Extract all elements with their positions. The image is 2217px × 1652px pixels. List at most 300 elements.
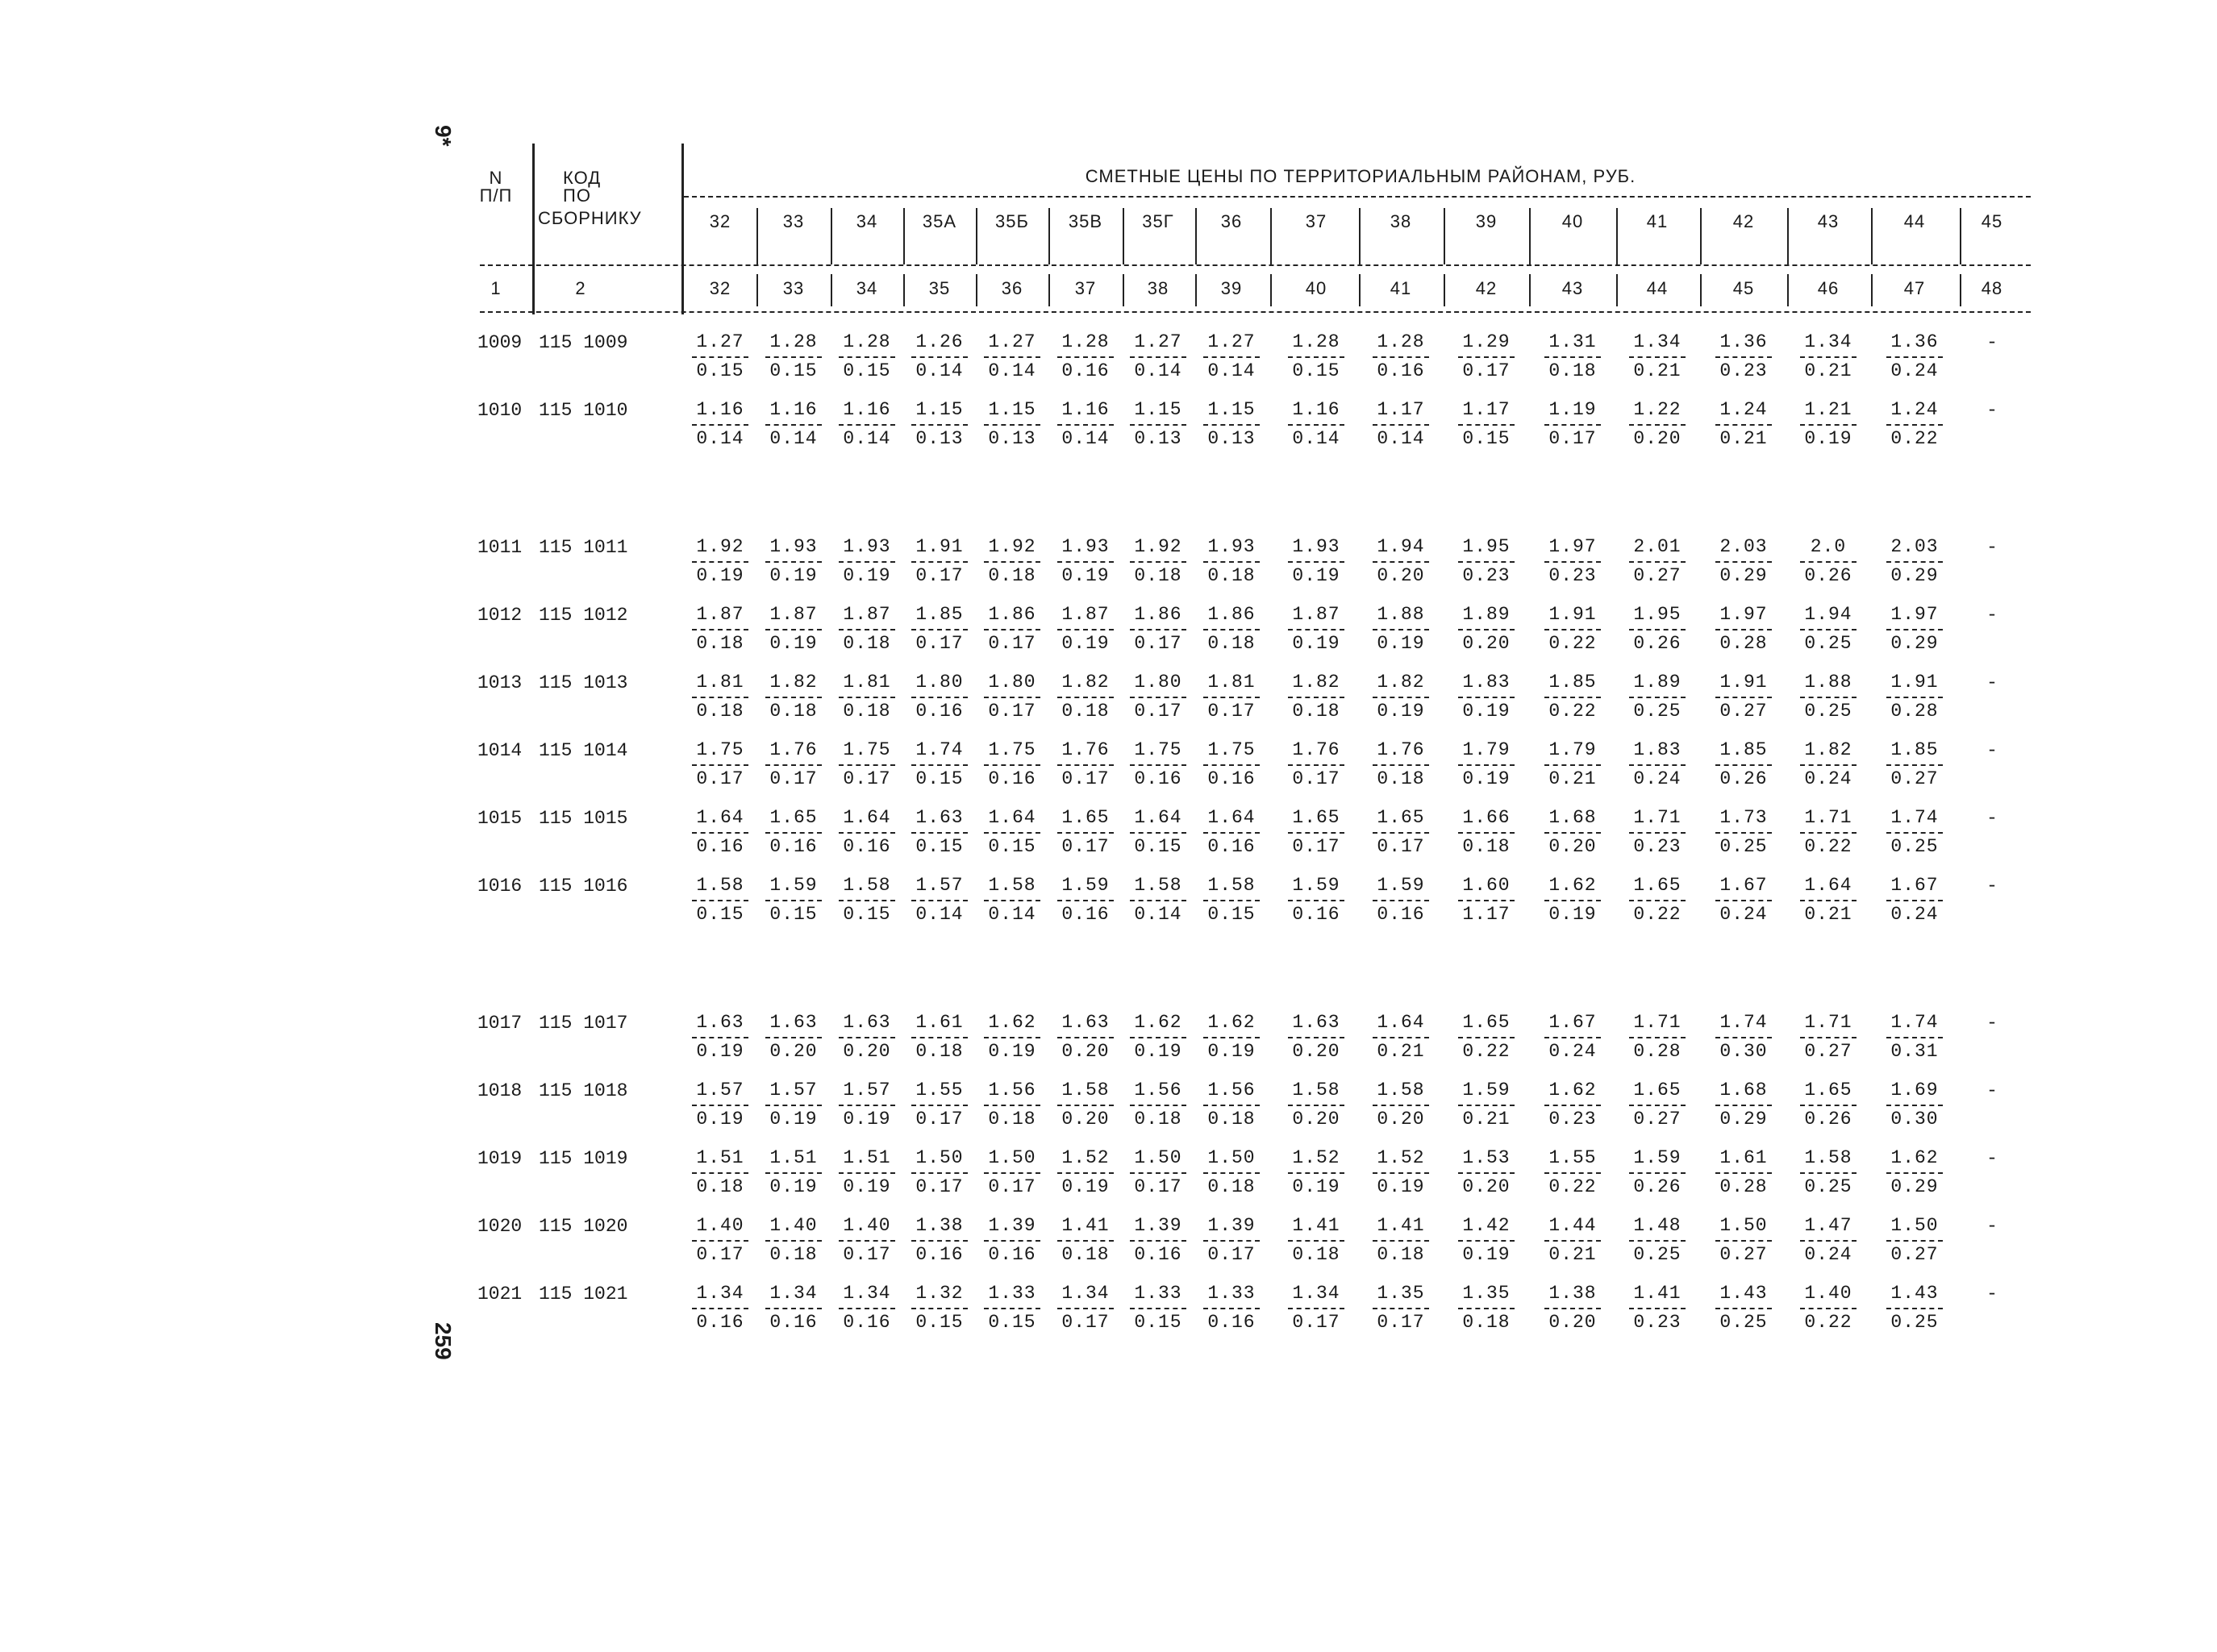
price-wage: 0.19 — [1377, 1176, 1425, 1197]
price-cell — [683, 1148, 757, 1196]
column-number: 32 — [709, 278, 731, 298]
fraction-bar — [1715, 1172, 1772, 1174]
price-cell — [683, 1284, 757, 1332]
price-cell — [975, 876, 1049, 924]
price-wage: 0.17 — [988, 1176, 1036, 1197]
price-wage: 0.16 — [988, 1244, 1036, 1265]
price-total: 1.56 — [1207, 1080, 1256, 1101]
price-cell — [830, 400, 904, 448]
fraction-bar — [911, 832, 968, 834]
fraction-bar — [1057, 1308, 1114, 1309]
price-wage: 0.20 — [843, 1041, 891, 1062]
price-cell — [1449, 1013, 1523, 1061]
fraction-bar — [984, 697, 1040, 698]
fraction-bar — [1130, 356, 1186, 358]
price-total: 1.65 — [1633, 1080, 1682, 1101]
price-cell — [1048, 1148, 1123, 1196]
fraction-bar — [1544, 1105, 1601, 1106]
fraction-bar — [1629, 629, 1686, 630]
fraction-bar — [1800, 1308, 1857, 1309]
price-wage: 0.17 — [696, 1244, 744, 1265]
price-total: 1.41 — [1633, 1283, 1682, 1304]
price-total: 1.42 — [1462, 1215, 1511, 1236]
price-wage: 0.13 — [1207, 428, 1256, 449]
price-wage: 0.29 — [1890, 565, 1939, 586]
fraction-bar — [765, 1037, 822, 1038]
price-wage: 0.16 — [1061, 360, 1110, 381]
price-wage: 0.18 — [1292, 1244, 1340, 1265]
fraction-bar — [1800, 764, 1857, 766]
fraction-bar — [1544, 1308, 1601, 1309]
price-wage: 0.24 — [1890, 904, 1939, 925]
price-total: 1.36 — [1890, 331, 1939, 352]
price-cell — [1279, 1013, 1353, 1061]
price-cell — [1536, 1013, 1610, 1061]
price-total: 1.85 — [1890, 739, 1939, 760]
fraction-bar — [984, 1105, 1040, 1106]
column-number: 40 — [1305, 278, 1327, 298]
price-total: 1.68 — [1719, 1080, 1768, 1101]
hline-title — [684, 196, 2031, 198]
price-total: 1.86 — [1134, 604, 1182, 625]
price-total: 1.75 — [988, 739, 1036, 760]
price-total: 1.28 — [769, 331, 818, 352]
district-separator — [976, 208, 977, 264]
fraction-bar — [1057, 1240, 1114, 1242]
price-wage: 0.18 — [769, 701, 818, 722]
fraction-bar — [1715, 561, 1772, 563]
price-cell — [1877, 808, 1952, 856]
price-wage: 0.17 — [1292, 768, 1340, 789]
price-total: 1.63 — [843, 1012, 891, 1033]
price-total: 1.21 — [1804, 399, 1852, 420]
price-total: 1.32 — [915, 1283, 964, 1304]
fraction-bar — [911, 900, 968, 901]
price-total: 1.59 — [1633, 1147, 1682, 1168]
price-cell — [1048, 1216, 1123, 1264]
price-cell — [1877, 1284, 1952, 1332]
price-wage: 0.26 — [1633, 1176, 1682, 1197]
price-total: 1.47 — [1804, 1215, 1852, 1236]
price-cell — [902, 1216, 977, 1264]
price-total: 1.95 — [1633, 604, 1682, 625]
fraction-bar — [1288, 1308, 1344, 1309]
price-total: 1.65 — [1377, 807, 1425, 828]
price-total: 1.27 — [1207, 331, 1256, 352]
price-wage: 0.19 — [1548, 904, 1597, 925]
price-cell — [756, 672, 831, 721]
fraction-bar — [911, 1037, 968, 1038]
price-cell — [902, 1148, 977, 1196]
fraction-bar — [1203, 1037, 1260, 1038]
price-total: 1.80 — [1134, 672, 1182, 693]
price-total: 1.52 — [1061, 1147, 1110, 1168]
price-wage: 0.14 — [915, 904, 964, 925]
column-number: 41 — [1390, 278, 1412, 298]
price-cell — [975, 672, 1049, 721]
fraction-bar — [1800, 1105, 1857, 1106]
price-wage: 0.23 — [1633, 1312, 1682, 1333]
price-cell — [830, 332, 904, 381]
column-number: 36 — [1001, 278, 1023, 298]
price-wage: 0.22 — [1804, 1312, 1852, 1333]
price-wage: 0.18 — [1377, 768, 1425, 789]
district-label: 35В — [1068, 211, 1103, 231]
price-cell — [975, 400, 1049, 448]
fraction-bar — [692, 1037, 748, 1038]
price-cell — [1707, 605, 1781, 653]
price-wage: 0.21 — [1719, 428, 1768, 449]
price-wage: 0.17 — [1377, 836, 1425, 857]
price-total: 1.50 — [988, 1147, 1036, 1168]
price-wage: 0.19 — [1061, 565, 1110, 586]
price-wage: 0.19 — [1207, 1041, 1256, 1062]
price-cell — [1877, 672, 1952, 721]
hline-header2 — [480, 311, 2031, 313]
price-total: 1.35 — [1377, 1283, 1425, 1304]
price-total: 1.56 — [988, 1080, 1036, 1101]
price-total: 1.75 — [696, 739, 744, 760]
price-total: 1.50 — [1890, 1215, 1939, 1236]
fraction-bar — [1203, 1308, 1260, 1309]
price-cell — [1194, 672, 1269, 721]
district-label: 32 — [709, 211, 731, 231]
price-total: 1.64 — [1804, 875, 1852, 896]
price-total: 1.27 — [988, 331, 1036, 352]
column-number-separator — [1270, 274, 1272, 306]
price-cell — [830, 1216, 904, 1264]
price-wage: 0.25 — [1719, 1312, 1768, 1333]
fraction-bar — [1800, 900, 1857, 901]
price-total: 1.52 — [1292, 1147, 1340, 1168]
fraction-bar — [1203, 356, 1260, 358]
price-total: 1.82 — [1377, 672, 1425, 693]
fraction-bar — [1458, 561, 1515, 563]
header-n: N — [489, 168, 503, 188]
fraction-bar — [911, 1240, 968, 1242]
price-total: 1.71 — [1804, 807, 1852, 828]
fraction-bar — [765, 1240, 822, 1242]
price-cell — [1048, 876, 1123, 924]
price-cell — [1048, 1080, 1123, 1129]
row-last-cell: - — [1986, 605, 1998, 626]
price-total: 1.62 — [988, 1012, 1036, 1033]
price-total: 1.16 — [769, 399, 818, 420]
price-total: 1.35 — [1462, 1283, 1511, 1304]
price-total: 1.76 — [769, 739, 818, 760]
price-wage: 0.16 — [1134, 768, 1182, 789]
price-total: 1.93 — [1207, 536, 1256, 557]
fraction-bar — [1130, 1105, 1186, 1106]
column-number-separator — [1787, 274, 1789, 306]
price-wage: 0.19 — [988, 1041, 1036, 1062]
price-total: 1.50 — [1134, 1147, 1182, 1168]
price-wage: 0.22 — [1548, 633, 1597, 654]
price-wage: 0.25 — [1633, 1244, 1682, 1265]
fraction-bar — [1458, 1105, 1515, 1106]
column-number: 34 — [856, 278, 878, 298]
fraction-bar — [1629, 356, 1686, 358]
price-cell — [1121, 1013, 1195, 1061]
price-wage: 0.17 — [1292, 836, 1340, 857]
price-total: 1.69 — [1890, 1080, 1939, 1101]
price-wage: 0.18 — [1134, 1109, 1182, 1130]
price-cell — [830, 605, 904, 653]
price-wage: 0.29 — [1890, 633, 1939, 654]
price-cell — [1364, 1216, 1438, 1264]
price-wage: 0.17 — [1134, 633, 1182, 654]
price-cell — [756, 1216, 831, 1264]
price-total: 1.58 — [1061, 1080, 1110, 1101]
price-cell — [1449, 740, 1523, 789]
fraction-bar — [1800, 1240, 1857, 1242]
fraction-bar — [839, 832, 895, 834]
price-total: 2.03 — [1719, 536, 1768, 557]
price-total: 1.16 — [696, 399, 744, 420]
fraction-bar — [1715, 697, 1772, 698]
price-cell — [1048, 740, 1123, 789]
fraction-bar — [765, 697, 822, 698]
fraction-bar — [1458, 424, 1515, 426]
price-total: 1.62 — [1890, 1147, 1939, 1168]
price-wage: 0.19 — [1292, 1176, 1340, 1197]
price-total: 1.87 — [843, 604, 891, 625]
price-cell — [1877, 1216, 1952, 1264]
price-wage: 0.24 — [1719, 904, 1768, 925]
price-cell — [1364, 1013, 1438, 1061]
district-separator — [1871, 208, 1873, 264]
fraction-bar — [1130, 1037, 1186, 1038]
price-wage: 0.19 — [1292, 633, 1340, 654]
district-separator — [1787, 208, 1789, 264]
price-wage: 0.19 — [1061, 633, 1110, 654]
fraction-bar — [1800, 356, 1857, 358]
fraction-bar — [1800, 697, 1857, 698]
price-wage: 0.19 — [769, 633, 818, 654]
row-last-cell: - — [1986, 332, 1998, 353]
price-wage: 0.18 — [1462, 836, 1511, 857]
district-separator — [1048, 208, 1050, 264]
price-cell — [1620, 605, 1694, 653]
fraction-bar — [765, 832, 822, 834]
price-cell — [902, 537, 977, 585]
price-total: 1.33 — [1207, 1283, 1256, 1304]
row-number: 1016 — [477, 876, 523, 897]
price-wage: 0.17 — [843, 768, 891, 789]
price-cell — [1048, 332, 1123, 381]
price-cell — [1364, 400, 1438, 448]
price-cell — [975, 1216, 1049, 1264]
price-cell — [756, 400, 831, 448]
price-wage: 0.16 — [1207, 1312, 1256, 1333]
price-wage: 0.22 — [1462, 1041, 1511, 1062]
fraction-bar — [765, 1308, 822, 1309]
fraction-bar — [1715, 900, 1772, 901]
price-wage: 0.16 — [988, 768, 1036, 789]
fraction-bar — [1130, 697, 1186, 698]
fraction-bar — [692, 1308, 748, 1309]
price-wage: 0.19 — [1134, 1041, 1182, 1062]
fraction-bar — [911, 424, 968, 426]
fraction-bar — [1203, 900, 1260, 901]
fraction-bar — [1288, 764, 1344, 766]
row-number: 1014 — [477, 740, 523, 761]
price-wage: 0.20 — [769, 1041, 818, 1062]
price-total: 1.67 — [1719, 875, 1768, 896]
fraction-bar — [1544, 1172, 1601, 1174]
price-total: 1.34 — [1292, 1283, 1340, 1304]
price-total: 1.73 — [1719, 807, 1768, 828]
price-cell — [1449, 1216, 1523, 1264]
price-total: 1.75 — [843, 739, 891, 760]
price-wage: 0.28 — [1719, 633, 1768, 654]
price-total: 1.85 — [1548, 672, 1597, 693]
fraction-bar — [1373, 1308, 1429, 1309]
price-wage: 0.22 — [1890, 428, 1939, 449]
column-number-separator — [903, 274, 905, 306]
fraction-bar — [1886, 900, 1943, 901]
price-total: 1.34 — [1804, 331, 1852, 352]
price-wage: 0.16 — [1207, 768, 1256, 789]
fraction-bar — [1288, 1037, 1344, 1038]
price-total: 1.17 — [1377, 399, 1425, 420]
row-code: 115 1020 — [539, 1216, 628, 1237]
price-total: 1.74 — [1719, 1012, 1768, 1033]
column-number-separator — [1616, 274, 1618, 306]
price-total: 2.01 — [1633, 536, 1682, 557]
price-wage: 0.20 — [1633, 428, 1682, 449]
price-total: 1.93 — [843, 536, 891, 557]
price-total: 1.51 — [843, 1147, 891, 1168]
price-wage: 0.22 — [1548, 1176, 1597, 1197]
price-total: 1.66 — [1462, 807, 1511, 828]
price-cell — [902, 672, 977, 721]
fraction-bar — [911, 764, 968, 766]
row-last-cell: - — [1986, 1216, 1998, 1237]
price-total: 1.89 — [1633, 672, 1682, 693]
price-cell — [1707, 332, 1781, 381]
price-total: 1.65 — [1462, 1012, 1511, 1033]
price-cell — [1279, 605, 1353, 653]
price-wage: 0.19 — [843, 1176, 891, 1197]
price-cell — [1707, 876, 1781, 924]
price-total: 1.65 — [1804, 1080, 1852, 1101]
price-wage: 0.18 — [1207, 633, 1256, 654]
fraction-bar — [1288, 1240, 1344, 1242]
price-total: 1.82 — [769, 672, 818, 693]
price-wage: 0.16 — [915, 1244, 964, 1265]
price-cell — [1791, 808, 1865, 856]
fraction-bar — [1373, 356, 1429, 358]
price-cell — [1449, 537, 1523, 585]
price-total: 1.63 — [696, 1012, 744, 1033]
fraction-bar — [1288, 561, 1344, 563]
fraction-bar — [1886, 561, 1943, 563]
price-cell — [756, 1148, 831, 1196]
price-wage: 0.16 — [1377, 904, 1425, 925]
row-last-cell: - — [1986, 537, 1998, 558]
price-total: 1.57 — [843, 1080, 891, 1101]
fraction-bar — [1544, 561, 1601, 563]
fraction-bar — [839, 1105, 895, 1106]
price-cell — [683, 808, 757, 856]
district-separator — [681, 208, 683, 264]
district-label: 43 — [1817, 211, 1840, 231]
district-label: 35А — [922, 211, 957, 231]
district-separator — [1444, 208, 1445, 264]
price-cell — [756, 876, 831, 924]
price-cell — [1877, 1148, 1952, 1196]
price-wage: 0.15 — [696, 904, 744, 925]
price-total: 1.27 — [1134, 331, 1182, 352]
price-cell — [1279, 740, 1353, 789]
column-number: 48 — [1981, 278, 2003, 298]
price-cell — [1536, 332, 1610, 381]
price-wage: 0.20 — [1061, 1109, 1110, 1130]
price-wage: 0.17 — [988, 633, 1036, 654]
price-cell — [1048, 808, 1123, 856]
district-separator — [1700, 208, 1702, 264]
price-wage: 0.18 — [1207, 565, 1256, 586]
price-cell — [1364, 808, 1438, 856]
price-cell — [1620, 672, 1694, 721]
row-number: 1009 — [477, 332, 523, 353]
price-cell — [756, 332, 831, 381]
price-wage: 0.19 — [1377, 633, 1425, 654]
price-cell — [1048, 605, 1123, 653]
fraction-bar — [1130, 1172, 1186, 1174]
price-wage: 0.18 — [843, 701, 891, 722]
fraction-bar — [1458, 1240, 1515, 1242]
price-cell — [1707, 1148, 1781, 1196]
district-label: 44 — [1903, 211, 1926, 231]
column-number-separator — [681, 274, 683, 306]
fraction-bar — [1288, 356, 1344, 358]
price-cell — [1364, 1080, 1438, 1129]
fraction-bar — [1886, 1240, 1943, 1242]
price-wage: 0.18 — [696, 633, 744, 654]
price-cell — [1620, 537, 1694, 585]
price-total: 1.40 — [696, 1215, 744, 1236]
price-wage: 0.17 — [696, 768, 744, 789]
price-cell — [683, 876, 757, 924]
header-code3: СБОРНИКУ — [538, 208, 642, 228]
fraction-bar — [1715, 832, 1772, 834]
price-wage: 0.16 — [1377, 360, 1425, 381]
district-separator — [1123, 208, 1124, 264]
price-total: 1.81 — [696, 672, 744, 693]
price-cell — [1194, 1216, 1269, 1264]
price-wage: 0.24 — [1804, 1244, 1852, 1265]
price-wage: 0.17 — [1207, 701, 1256, 722]
price-wage: 0.16 — [1061, 904, 1110, 925]
fraction-bar — [1057, 832, 1114, 834]
price-cell — [683, 1216, 757, 1264]
price-total: 1.89 — [1462, 604, 1511, 625]
price-cell — [1121, 1284, 1195, 1332]
column-number: 39 — [1220, 278, 1243, 298]
price-total: 1.43 — [1719, 1283, 1768, 1304]
price-cell — [1620, 1013, 1694, 1061]
fraction-bar — [1458, 1308, 1515, 1309]
fraction-bar — [1458, 629, 1515, 630]
fraction-bar — [1130, 900, 1186, 901]
price-wage: 0.17 — [769, 768, 818, 789]
price-cell — [1536, 400, 1610, 448]
price-wage: 0.15 — [1462, 428, 1511, 449]
price-total: 1.17 — [1462, 399, 1511, 420]
price-wage: 0.17 — [1061, 768, 1110, 789]
